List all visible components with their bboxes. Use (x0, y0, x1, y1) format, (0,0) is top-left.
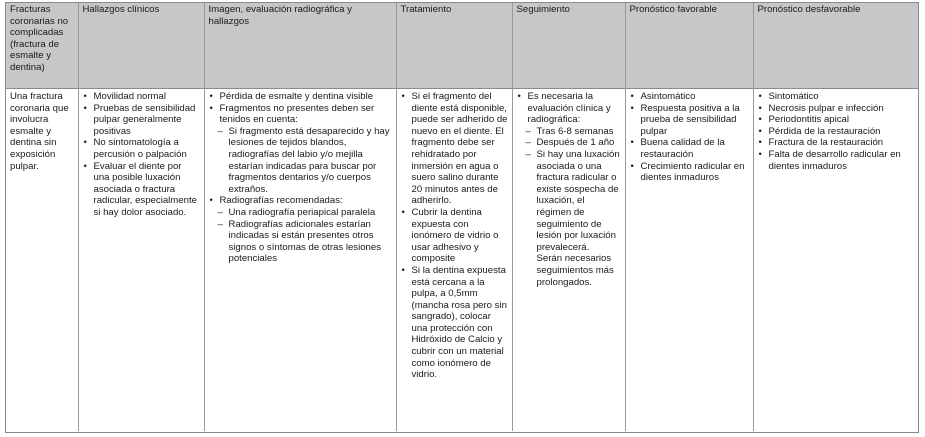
definition-cell: Una fractura coronaria que involucra esmalte y dentina sin exposición pulpar. (6, 89, 78, 432)
list-item: – Después de 1 año (517, 137, 621, 149)
list-item: • Pruebas de sensibilidad pulpar generalmente positivas (83, 103, 200, 138)
treatment-list (401, 91, 508, 381)
header-cell-clinical-findings: Hallazgos clínicos (78, 3, 204, 89)
list-item: – Tras 6-8 semanas (517, 126, 621, 138)
follow-up-cell (512, 89, 625, 432)
clinical-findings-cell (78, 89, 204, 432)
table-row (6, 89, 919, 432)
list-item: • Pérdida de la restauración (758, 126, 917, 138)
list-item: – Radiografías adicionales estarían indicadas si están presentes otros signos o síntomas de otras lesiones potenciales (209, 219, 392, 265)
list-item: • Crecimiento radicular en dientes inmaduros (630, 161, 749, 184)
list-item: • Necrosis pulpar e infección (758, 103, 917, 115)
list-item: • Cubrir la dentina expuesta con ionómero de vidrio o usar adhesivo y composite (401, 207, 508, 265)
list-item: • Periodontitis apical (758, 114, 917, 126)
follow-up-list (517, 91, 621, 288)
list-item: • Si el fragmento del diente está disponible, puede ser adherido de nuevo en el diente. El fragmento debe ser rehidratado por inmersión en agua o suero salino durante 20 minutos antes de adherirlo. (401, 91, 508, 207)
header-cell-treatment: Tratamiento (396, 3, 512, 89)
list-item: – Una radiografía periapical paralela (209, 207, 392, 219)
list-item: • Es necesaria la evaluación clínica y radiográfica: (517, 91, 621, 126)
list-item: • Falta de desarrollo radicular en dientes inmaduros (758, 149, 917, 172)
imaging-cell (204, 89, 396, 432)
list-item: • Evaluar el diente por una posible luxación asociada o fractura radicular, especialmente si hay dolor asociado. (83, 161, 200, 219)
list-item: • Sintomático (758, 91, 917, 103)
favorable-prognosis-cell (625, 89, 753, 432)
list-item: – Si fragmento está desaparecido y hay lesiones de tejidos blandos, radiografías del labio y/o mejilla estarían indicadas para buscar por fragmentos dentarios y/o cuerpos extraños. (209, 126, 392, 196)
list-item: • Respuesta positiva a la prueba de sensibilidad pulpar (630, 103, 749, 138)
list-item: • Movilidad normal (83, 91, 200, 103)
header-cell-diagnosis: Fracturas coronarias no complicadas (fractura de esmalte y dentina) (6, 3, 78, 89)
header-cell-imaging: Imagen, evaluación radiográfica y hallazgos (204, 3, 396, 89)
list-item: • Pérdida de esmalte y dentina visible (209, 91, 392, 103)
unfavorable-prognosis-list (758, 91, 917, 172)
treatment-cell (396, 89, 512, 432)
document-table-frame (5, 2, 919, 433)
list-item: • Fractura de la restauración (758, 137, 917, 149)
header-cell-follow-up: Seguimiento (512, 3, 625, 89)
list-item: • Radiografías recomendadas: (209, 195, 392, 207)
list-item: • Fragmentos no presentes deben ser tenidos en cuenta: (209, 103, 392, 126)
header-cell-favorable-prognosis: Pronóstico favorable (625, 3, 753, 89)
trauma-guideline-table (6, 3, 919, 431)
list-item: – Si hay una luxación asociada o una fractura radicular o existe sospecha de luxación, el régimen de seguimiento de lesión por luxación prevalecerá. (517, 149, 621, 253)
unfavorable-prognosis-cell (753, 89, 919, 432)
clinical-findings-list (83, 91, 200, 219)
list-item: • No sintomatología a percusión o palpación (83, 137, 200, 160)
list-item: • Buena calidad de la restauración (630, 137, 749, 160)
list-item: • Asintomático (630, 91, 749, 103)
header-row (6, 3, 919, 89)
favorable-prognosis-list (630, 91, 749, 184)
list-item: Serán necesarios seguimientos más prolongados. (536, 253, 614, 288)
header-cell-unfavorable-prognosis: Pronóstico desfavorable (753, 3, 919, 89)
list-item: • Si la dentina expuesta está cercana a la pulpa, a 0,5mm (mancha rosa pero sin sangrado), colocar una protección con Hidróxido de Calcio y cubrir con un material como ionómero de vidrio. (401, 265, 508, 381)
imaging-list (209, 91, 392, 265)
